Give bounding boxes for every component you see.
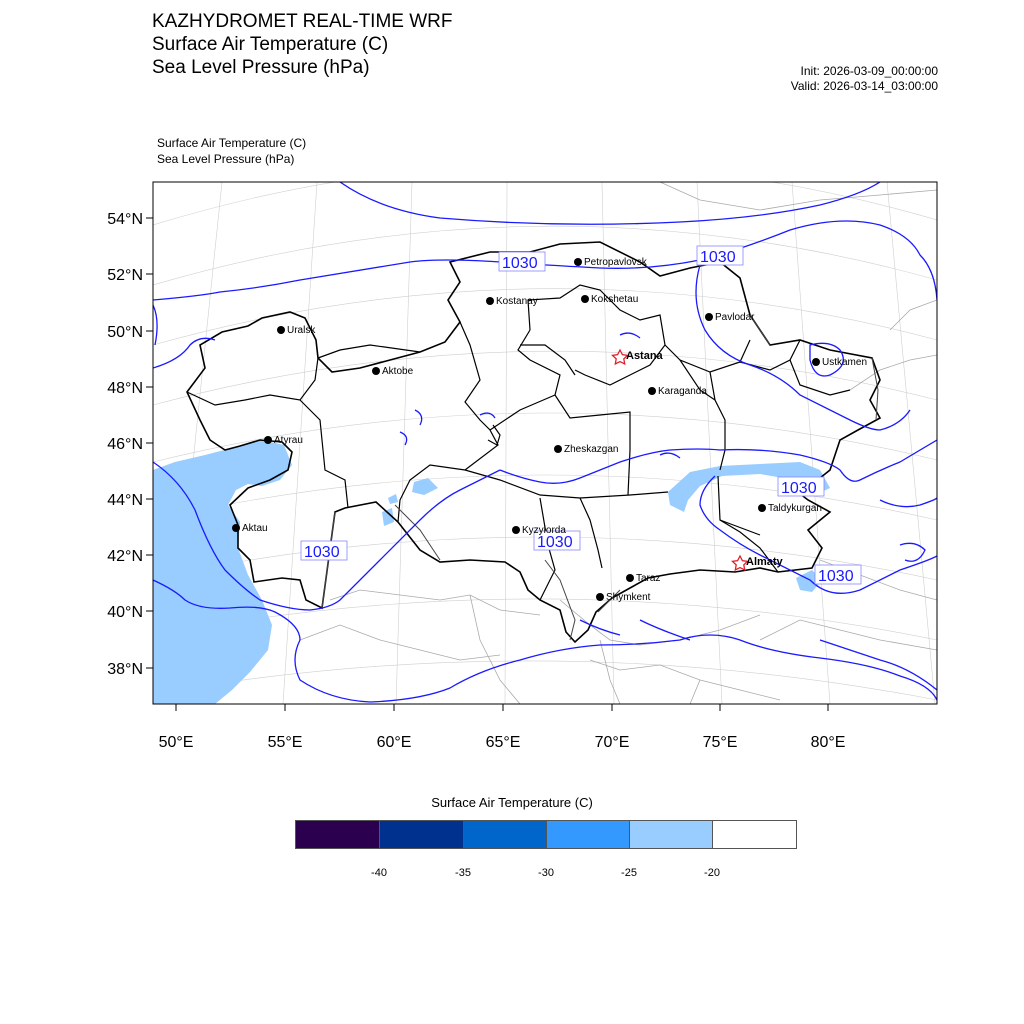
main-title-line-2: Surface Air Temperature (C) bbox=[152, 34, 389, 55]
city-label-almaty: Almaty bbox=[746, 556, 783, 568]
latitude-axis bbox=[146, 218, 153, 668]
city-label-pavlodar: Pavlodar bbox=[715, 312, 755, 323]
colorbar-swatch bbox=[379, 820, 464, 849]
lat-label-52: 52°N bbox=[107, 267, 143, 284]
city-marker bbox=[486, 297, 494, 305]
city-marker bbox=[626, 574, 634, 582]
city-marker bbox=[705, 313, 713, 321]
isobar-label: 1030 bbox=[818, 568, 854, 585]
city-marker bbox=[277, 326, 285, 334]
city-marker bbox=[232, 524, 240, 532]
city-label-kostanay: Kostanay bbox=[496, 296, 538, 307]
isobar-label: 1030 bbox=[304, 544, 340, 561]
city-label-petropavlovsk: Petropavlovsk bbox=[584, 257, 647, 268]
valid-time: Valid: 2026-03-14_03:00:00 bbox=[790, 79, 938, 93]
lat-label-54: 54°N bbox=[107, 211, 143, 228]
longitude-axis bbox=[176, 704, 828, 711]
city-label-zheskazgan: Zheskazgan bbox=[564, 444, 619, 455]
city-label-karaganda: Karaganda bbox=[658, 386, 707, 397]
city-label-uralsk: Uralsk bbox=[287, 325, 316, 336]
colorbar-swatch bbox=[712, 820, 797, 849]
colorbar-tick: -30 bbox=[538, 867, 554, 879]
isobar-label: 1030 bbox=[537, 534, 573, 551]
lon-label-80: 80°E bbox=[810, 734, 846, 751]
isobar-label: 1030 bbox=[700, 249, 736, 266]
colorbar-swatch bbox=[463, 820, 547, 849]
city-label-kyzylorda: Kyzylorda bbox=[522, 525, 566, 536]
city-label-ustkamen: Ustkamen bbox=[822, 357, 868, 368]
lat-label-44: 44°N bbox=[107, 492, 143, 509]
city-label-shymkent: Shymkent bbox=[606, 592, 651, 603]
city-marker bbox=[574, 258, 582, 266]
main-title-line-1: KAZHYDROMET REAL-TIME WRF bbox=[152, 11, 453, 32]
isobar-label: 1030 bbox=[502, 255, 538, 272]
city-marker bbox=[581, 295, 589, 303]
city-marker bbox=[758, 504, 766, 512]
lat-label-40: 40°N bbox=[107, 604, 143, 621]
city-label-aktau: Aktau bbox=[242, 523, 268, 534]
subtitle-line-2: Sea Level Pressure (hPa) bbox=[157, 152, 295, 166]
city-marker bbox=[372, 367, 380, 375]
colorbar-tick: -35 bbox=[455, 867, 471, 879]
city-label-taldykurgan: Taldykurgan bbox=[768, 503, 822, 514]
colorbar-tick: -40 bbox=[371, 867, 387, 879]
main-title-line-3: Sea Level Pressure (hPa) bbox=[152, 57, 370, 78]
lon-label-65: 65°E bbox=[485, 734, 521, 751]
colorbar-swatch bbox=[546, 820, 630, 849]
isobar-label: 1030 bbox=[781, 480, 817, 497]
city-label-atyrau: Atyrau bbox=[274, 435, 303, 446]
lon-label-75: 75°E bbox=[702, 734, 738, 751]
lon-label-70: 70°E bbox=[594, 734, 630, 751]
colorbar-title: Surface Air Temperature (C) bbox=[431, 795, 593, 810]
city-marker bbox=[648, 387, 656, 395]
colorbar-swatch bbox=[629, 820, 713, 849]
lat-label-38: 38°N bbox=[107, 661, 143, 678]
lat-label-42: 42°N bbox=[107, 548, 143, 565]
lat-label-50: 50°N bbox=[107, 324, 143, 341]
city-marker bbox=[512, 526, 520, 534]
city-label-taraz: Taraz bbox=[636, 573, 661, 584]
colorbar-tick: -20 bbox=[704, 867, 720, 879]
colorbar-tick: -25 bbox=[621, 867, 637, 879]
lat-label-48: 48°N bbox=[107, 380, 143, 397]
city-marker bbox=[596, 593, 604, 601]
city-label-astana: Astana bbox=[626, 350, 663, 362]
lon-label-50: 50°E bbox=[158, 734, 194, 751]
lon-label-55: 55°E bbox=[267, 734, 303, 751]
city-marker bbox=[554, 445, 562, 453]
city-label-kokshetau: Kokshetau bbox=[591, 294, 639, 305]
city-marker bbox=[264, 436, 272, 444]
lon-label-60: 60°E bbox=[376, 734, 412, 751]
subtitle-line-1: Surface Air Temperature (C) bbox=[157, 136, 307, 150]
colorbar-swatch bbox=[295, 820, 380, 849]
city-marker bbox=[812, 358, 820, 366]
lat-label-46: 46°N bbox=[107, 436, 143, 453]
init-time: Init: 2026-03-09_00:00:00 bbox=[800, 64, 938, 78]
city-label-aktobe: Aktobe bbox=[382, 366, 414, 377]
